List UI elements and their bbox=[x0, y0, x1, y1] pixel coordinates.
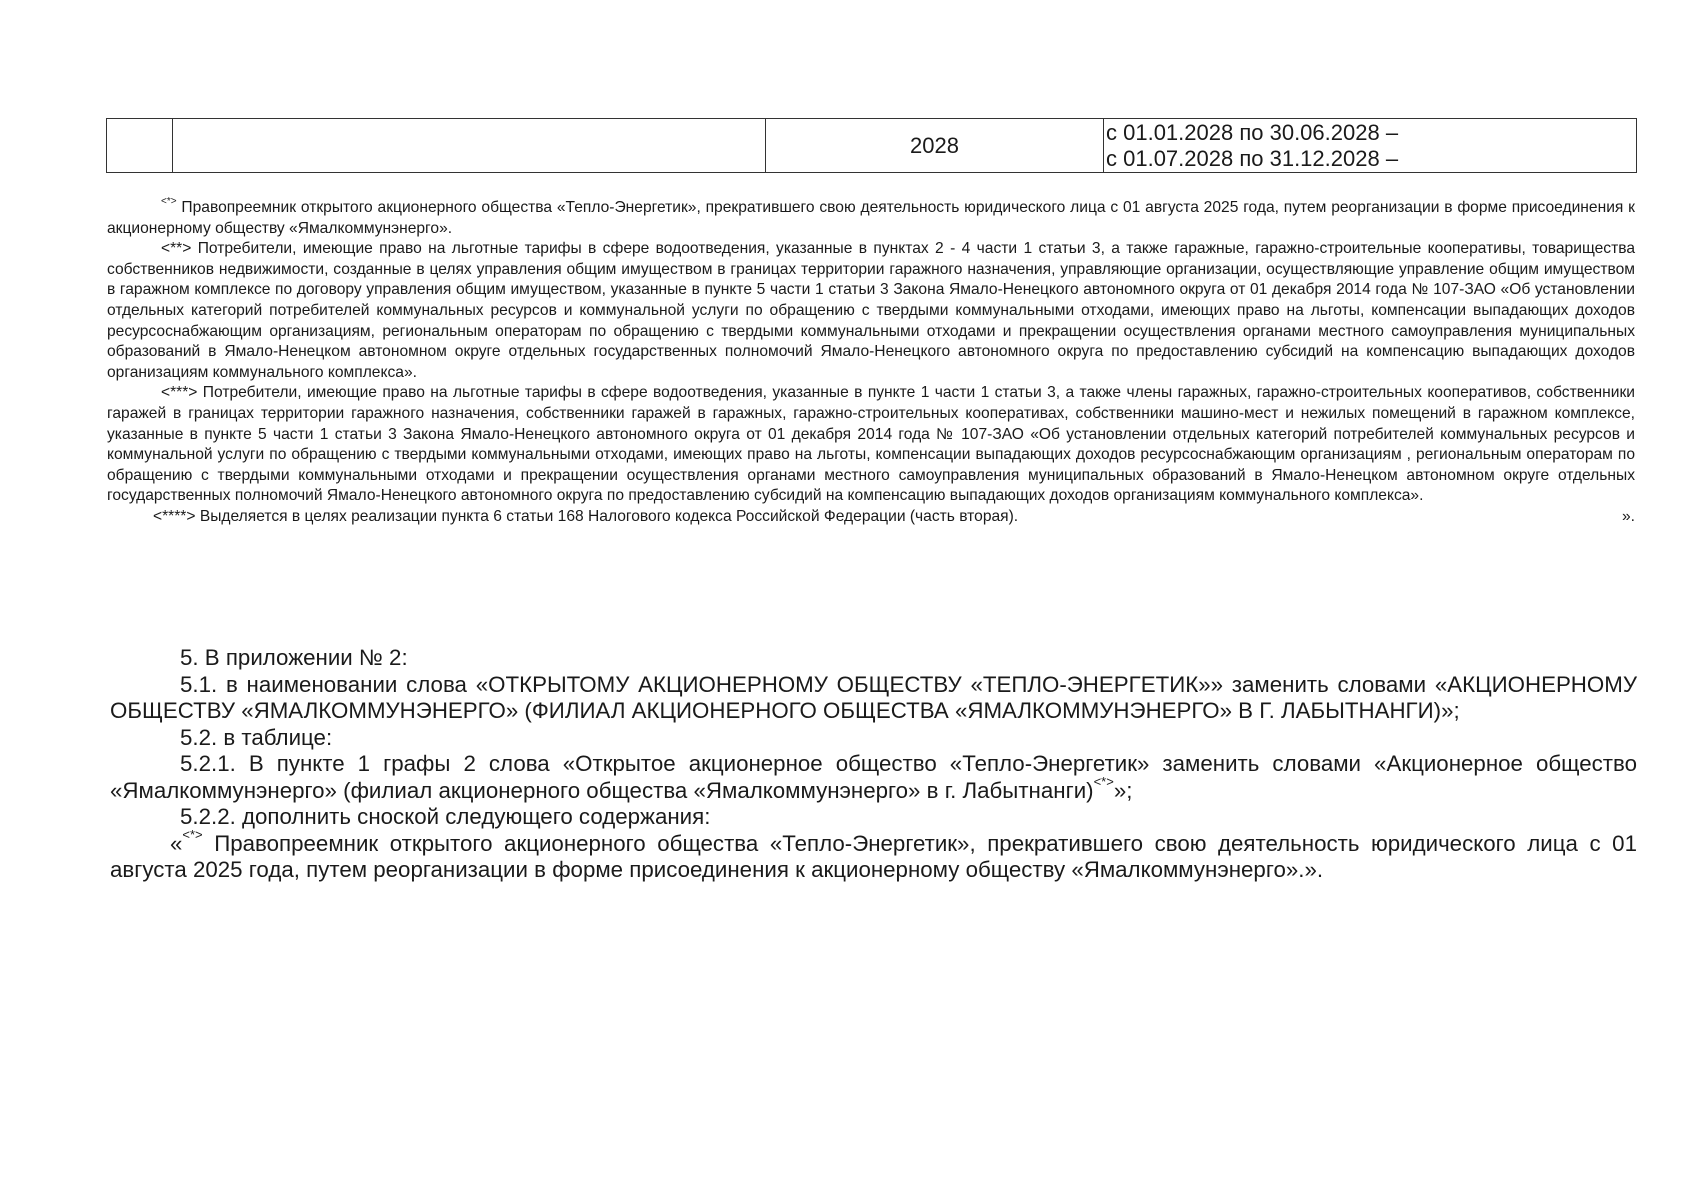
clause-5-1: 5.1. в наименовании слова «ОТКРЫТОМУ АКЦИОНЕРНОМУ ОБЩЕСТВУ «ТЕПЛО-ЭНЕРГЕТИК»» заменить словами «АКЦИОНЕРНОМУ ОБЩЕСТВУ «ЯМАЛКОММУНЭНЕРГО» (ФИЛИАЛ АКЦИОНЕРНОГО ОБЩЕСТВА «ЯМАЛКОММУНЭНЕРГО» В Г. ЛАБЫТНАНГИ)»; bbox=[110, 671, 1637, 723]
footnote-4-closing-quote: ». bbox=[1621, 507, 1635, 525]
tariff-table-fragment bbox=[106, 118, 1637, 173]
footnote-4-text: <****> Выделяется в целях реализации пункта 6 статьи 168 Налогового кодекса Российской Федерации (часть вторая). bbox=[153, 507, 1019, 525]
table-footnotes bbox=[107, 195, 1635, 528]
footnote-1-marker: <*> bbox=[161, 195, 177, 207]
clause-5-2: 5.2. в таблице: bbox=[180, 724, 333, 750]
clause-5: 5. В приложении № 2: bbox=[180, 645, 408, 670]
table-cell-number bbox=[107, 119, 173, 173]
period-second-half: с 01.07.2028 по 31.12.2028 – bbox=[1106, 145, 1399, 171]
clause-5-2-1-footnote-marker: <*> bbox=[1093, 774, 1114, 790]
footnote-1 bbox=[107, 195, 1635, 239]
table-cell-name bbox=[173, 119, 766, 173]
period-first-half: с 01.01.2028 по 30.06.2028 – bbox=[1106, 119, 1399, 145]
new-footnote-marker: <*> bbox=[182, 827, 203, 843]
new-footnote-text bbox=[110, 827, 1637, 884]
footnote-3: <***> Потребители, имеющие право на льготные тарифы в сфере водоотведения, указанные в пункте 1 части 1 статьи 3, а также члены гаражных, гаражно-строительных кооперативов, собственники гаражей в границах территории гаражного назначения, собственники гаражей в гаражных, гаражно-строительных кооперативах, собственники машино-мест и нежилых помещений в гаражном комплексе, указанные в пункте 5 части 1 статьи 3 Закона Ямало-Ненецкого автономного округа от 01 декабря 2014 года № 107-ЗАО «Об установлении отдельных категорий потребителей коммунальных ресурсов и коммунальной услуги по обращению с твердыми коммунальными отходами, имеющих право на льготы, компенсации выпадающих доходов ресурсоснабжающим организациям , региональным операторам по обращению с твердыми коммунальными отходами и прекращении осуществления органами местного самоуправления муниципальных образований в Ямало-Ненецком автономном округе отдельных государственных полномочий Ямало-Ненецкого автономного округа по предоставлению субсидий на компенсацию выпадающих доходов организациям коммунального комплекса». bbox=[107, 384, 1635, 505]
new-footnote-open-quote: « bbox=[170, 830, 183, 856]
amendment-text bbox=[110, 645, 1637, 884]
table-row bbox=[107, 119, 1637, 173]
clause-5-2-1-text: 5.2.1. В пункте 1 графы 2 слова «Открытое акционерное общество «Тепло-Энергетик» заменить словами «Акционерное общество «Ямалкоммунэнерго» (филиал акционерного общества «Ямалкоммунэнерго» в г. Лабытнанги) bbox=[110, 751, 1637, 803]
footnote-2: <**> Потребители, имеющие право на льготные тарифы в сфере водоотведения, указанные в пунктах 2 - 4 части 1 статьи 3, а также гаражные, гаражно-строительные кооперативы, товарищества собственников недвижимости, созданные в целях управления общим имуществом в границах территории гаражного назначения, управляющие организации, осуществляющие управление общим имуществом в гаражном комплексе по договору управления общим имуществом, указанные в пункте 5 части 1 статьи 3 Закона Ямало-Ненецкого автономного округа от 01 декабря 2014 года № 107-ЗАО «Об установлении отдельных категорий потребителей коммунальных ресурсов и коммунальной услуги по обращению с твердыми коммунальными отходами, имеющих право на льготы, компенсации выпадающих доходов ресурсоснабжающим организациям, региональным операторам по обращению с твердыми коммунальными отходами и прекращении осуществления органами местного самоуправления муниципальных образований в Ямало-Ненецком автономном округе отдельных государственных полномочий Ямало-Ненецкого автономного округа по предоставлению субсидий на компенсацию выпадающих доходов организациям коммунального комплекса». bbox=[107, 240, 1635, 381]
clause-5-2-1-end: »; bbox=[1113, 777, 1133, 803]
table-cell-periods bbox=[1104, 119, 1637, 173]
clause-5-2-2: 5.2.2. дополнить сноской следующего содержания: bbox=[180, 804, 711, 829]
new-footnote-body: Правопреемник открытого акционерного общества «Тепло-Энергетик», прекратившего свою деятельность юридического лица с 01 августа 2025 года, путем реорганизации в форме присоединения к акционерному обществу «Ямалкоммунэнерго».». bbox=[110, 830, 1637, 882]
table-cell-year: 2028 bbox=[766, 119, 1104, 173]
footnote-1-text: Правопреемник открытого акционерного общества «Тепло-Энергетик», прекратившего свою деятельность юридического лица с 01 августа 2025 года, путем реорганизации в форме присоединения к акционерному обществу «Ямалкоммунэнерго». bbox=[107, 199, 1635, 237]
footnote-4 bbox=[107, 507, 1635, 528]
clause-5-2-1 bbox=[110, 751, 1637, 804]
